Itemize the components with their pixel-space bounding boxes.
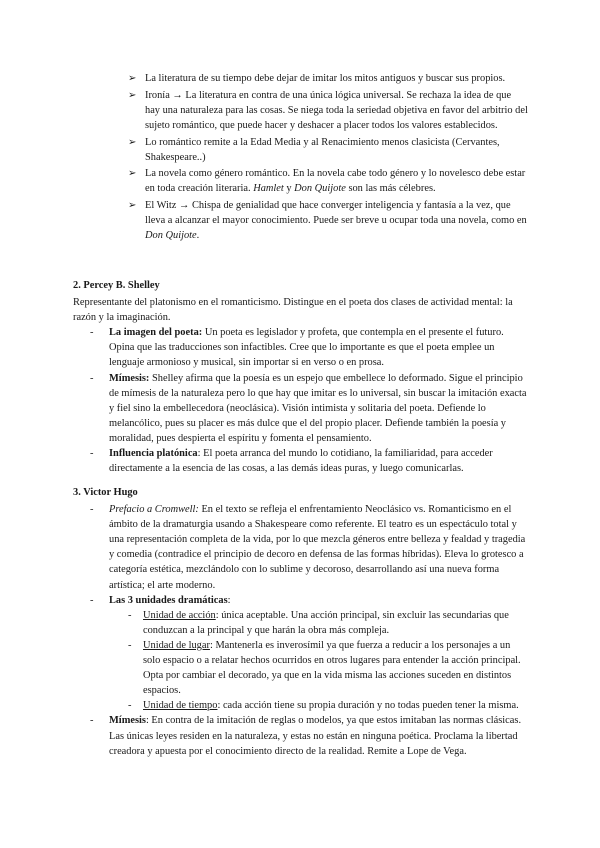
list-item: - Unidad de lugar: Mantenerla es inverosímil ya que fuerza a reducir a los personajes a un solo espacio o a relatar hechos ocurridos en otros lugares para entender la acción principal. Opta por cambiar el decorado, ya que en la vida misma las acciones suceden en distintos espacios. <box>128 639 521 697</box>
list-item: ➢ La literatura de su tiempo debe dejar de imitar los mitos antiguos y buscar sus propios. <box>128 71 528 86</box>
section-heading: 3. Victor Hugo <box>73 487 138 498</box>
dash-bullet: - <box>128 609 132 621</box>
shelley-section <box>73 278 528 476</box>
arrow-bullet-icon: ➢ <box>128 136 137 148</box>
unidades-list <box>109 608 528 714</box>
list-item: - Unidad de tiempo: cada acción tiene su propia duración y no todas pueden tener la misma. <box>109 698 528 713</box>
dash-bullet: - <box>90 715 94 727</box>
list-item: ➢ La novela como género romántico. En la novela cabe todo género y lo novelesco debe estar en toda creación literaria. Hamlet y Don Quijote son las más célebres. <box>128 168 526 195</box>
dash-bullet: - <box>90 327 94 339</box>
list-item: ➢ Lo romántico remite a la Edad Media y al Renacimiento menos clasicista (Cervantes, Shakespeare..) <box>128 136 500 163</box>
dash-bullet: - <box>90 372 94 384</box>
arrow-bullet-icon: ➢ <box>128 200 137 212</box>
section-heading: 2. Percey B. Shelley <box>73 280 160 291</box>
dash-bullet: - <box>90 448 94 460</box>
hugo-list <box>73 502 528 759</box>
intro-bullet-list <box>128 71 528 245</box>
list-item: - Mímesis: Shelley afirma que la poesía es un espejo que embellece lo deformado. Sigue el principio de mímesis de la naturaleza pero lo que hay que imitar es lo universal, sin buscar la imitación exacta y fiel sino la embellecedora (neoclásica). Visión intimista y solitaria del poeta. Defiende lo melancólico, pues su placer es más dulce que el del propio placer. Defiende también la poesía y moralidad, pues despierta el espíritu y fomenta el pensamiento. <box>90 372 527 444</box>
dash-bullet: - <box>90 504 94 516</box>
section-intro: Representante del platonismo en el romanticismo. Distingue en el poeta dos clases de actividad mental: la razón y la imaginación. <box>73 297 513 324</box>
dash-bullet: - <box>128 639 132 651</box>
list-item: - Las 3 unidades dramáticas: - Unidad de acción: única aceptable. Una acción principal, sin excluir las secundarias que conduzcan a la principal y que harán la obra más compleja. - Unidad de lugar: Mantenerla es inverosímil ya que fuerza a reducir a los personajes a un solo espacio o a relatar hechos ocurridos en otros lugares para entender la acción principal. Opta por cambiar el decorado, ya que en la vida misma las acciones suceden en distintos espacios. - Unidad de tiempo: cada acción tiene su propia duración y no todas pueden tener la misma. <box>73 593 528 714</box>
dash-bullet: - <box>90 594 94 606</box>
arrow-bullet-icon: ➢ <box>128 89 137 101</box>
dash-bullet: - <box>128 700 132 712</box>
list-item: ➢ El Witz → Chispa de genialidad que hace converger inteligencia y fantasía a la vez, que lleva a alcanzar el mayor conocimiento. Puede ser breve u ocupar toda una novela, como en Don Quijote. <box>128 200 527 242</box>
hugo-section <box>73 485 528 759</box>
arrow-bullet-icon: ➢ <box>128 73 137 84</box>
list-item: ➢ Ironía → La literatura en contra de una única lógica universal. Se rechaza la idea de que hay una naturaleza para las cosas. Se niega toda la seriedad objetiva en favor del arbitrio del sujeto romántico, que puede hacer y deshacer a placer todos los valores establecidos. <box>128 89 528 131</box>
list-item: - Unidad de acción: única aceptable. Una acción principal, sin excluir las secundarias que conduzcan a la principal y que harán la obra más compleja. <box>128 609 509 636</box>
shelley-list <box>73 325 528 476</box>
arrow-bullet-icon: ➢ <box>128 168 137 180</box>
list-item: - Prefacio a Cromwell: En el texto se refleja el enfrentamiento Neoclásico vs. Romanticismo en el ámbito de la dramaturgia usando a Shakespeare como referente. El teatro es un espectáculo total y una representación completa de la vida, por lo que mezcla géneros entre belleza y fealdad y tragedia y comedia (contradice el principio de decoro en defensa de las formas híbridas). Eleva lo grotesco a categoría estética, mezclándolo con lo sublime y decoroso, desarrollando así una nueva forma artística; el arte moderno. <box>90 504 526 591</box>
list-item: - Influencia platónica: El poeta arranca del mundo lo cotidiano, la familiaridad, para acceder directamente a la esencia de las cosas, a las demás ideas puras, y luego comunicarlas. <box>90 448 493 475</box>
list-item: - La imagen del poeta: Un poeta es legislador y profeta, que contempla en el presente el futuro. Opina que las traducciones son infactibles. Cree que lo importante es que el poeta emplee un lenguaje armonioso y musical, sin importar si en verso o en prosa. <box>90 327 504 369</box>
list-item: - Mímesis: En contra de la imitación de reglas o modelos, ya que estos imitaban las normas clásicas. Las únicas leyes residen en la naturaleza, y estas no están en ninguna poética. Proclama la libertad creadora y apuesta por el conocimiento directo de la realidad. Remite a Lope de Vega. <box>90 715 522 757</box>
